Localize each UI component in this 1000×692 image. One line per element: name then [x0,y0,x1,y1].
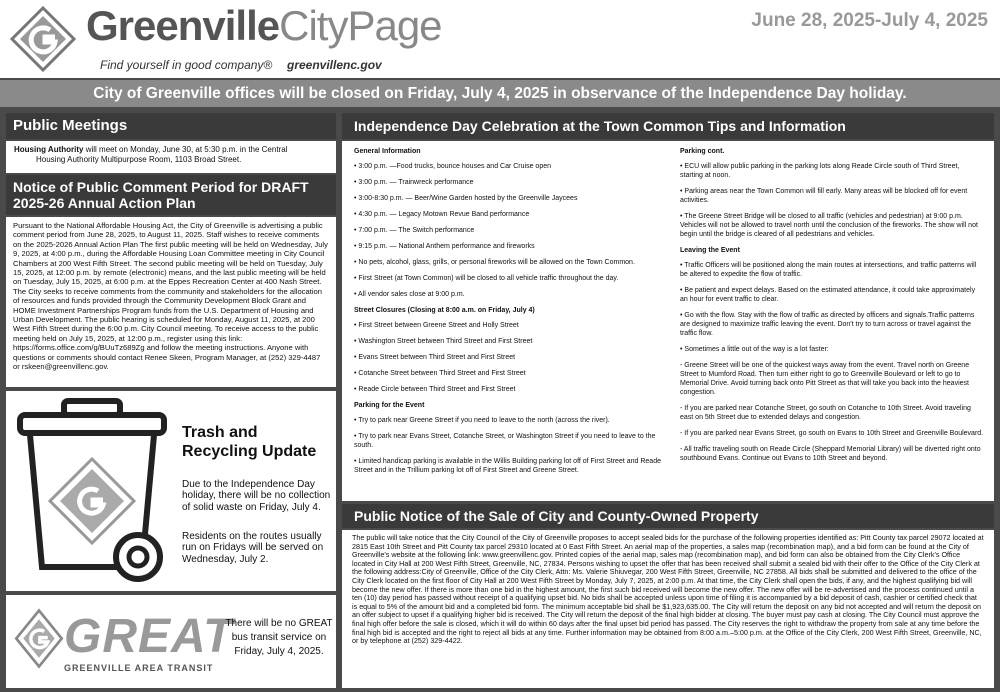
list-item: • ECU will allow public parking in the parking lots along Reade Circle south of Third Street, starting at noon. [680,163,960,179]
list-item: • 3:00-8:30 p.m. — Beer/Wine Garden hosted by the Greenville Jaycees [354,195,578,202]
issue-dates: June 28, 2025-July 4, 2025 [751,10,988,31]
list-item: • 3:00 p.m. —Food trucks, bounce houses and Car Cruise open [354,163,552,170]
list-item: • The Greene Street Bridge will be closed to all traffic (vehicles and pedestrian) at 9:00 p.m. Vehicles will not be allowed to travel north until the conclusion of the fireworks. The show will not begin until the bridge is cleared of all pedestrians and vehicles. [680,213,978,238]
list-item: • 7:00 p.m. — The Switch performance [354,227,475,234]
list-item: • Reade Circle between Third Street and First Street [354,386,516,393]
list-item: • Be patient and expect delays. Based on the estimated attendance, it could take approximately an hour for event traffic to clear. [680,287,976,303]
list-item: - All traffic traveling south on Reade Circle (Sheppard Memorial Library) will be diverted right onto southbound Evans. Continue out Evans to 10th Street and beyond. [680,446,981,462]
list-item: • Try to park near Greene Street if you need to leave to the north (across the river). [354,417,610,424]
brand-title: GreenvilleCityPage [86,2,442,49]
meeting-text-1: will meet on Monday, June 30, at 5:30 p.m. in the Central [83,145,288,154]
list-item: • Traffic Officers will be positioned along the main routes at intersections, and traffic patterns will be altered to expedite the flow of traffic. [680,262,977,278]
great-notice: There will be no GREAT bus transit service on Friday, July 4, 2025. [225,618,333,657]
list-item: - Greene Street will be one of the quickest ways away from the event. Travel north on Greene Street to Mumford Road. Then turn either right to go to Greenville Boulevard or left to go to Memorial Drive. Avoid turning back onto Pitt Street as that will take you back into the heaviest congestion. [680,362,970,396]
trash-bin-icon [12,397,172,585]
independence-column-1 [354,147,666,482]
trash-title: Trash and Recycling Update [182,424,317,460]
list-item: • 4:30 p.m. — Legacy Motown Revue Band performance [354,211,530,218]
sale-body: The public will take notice that the City Council of the City of Greenville proposes to accept sealed bids for the purchase of the following properties identified as: Pitt County tax parcel 29072 located at 2815 East 10th Street and Pitt County tax parcel 29310 located at 0 East Fifth Street. An aerial map of the properties, a sales map (recombination map), and a bid form can be found at the City of Greenville's website at the following link: www.greenvillenc.gov. Printed copies of the aerial map, sales map (recombination map), and bid form can also be obtained from the City Clerk's Office located in City Hall at 200 West Fifth Street, Greenville, NC, 27834. Persons wishing to upset the offer that has been received shall submit a sealed bid with their offer to the Office of the City Clerk at the following address:City of Greenville, Office of the City Clerk, Attn: Ms. Valerie Shiuvegar, 200 West Fifth Street, Greenville, NC 27858. All bids shall be submitted and delivered to the office of the City Clerk located on the first floor of City Hall at 200 West Fifth Street by Monday, July 7, 2025, at 2:00 p.m. At that time, the City Clerk shall open the bids, if any, and the highest qualifying bid will become the new offer. If there is more than one bid in the highest amount, the first such bid received will become the new offer. The new offer will be re-advertised and the process continued until a ten (10) day period has passed without receipt of a qualifying upset bid. No bids shall be accepted unless upon time of filing it is accompanied by a bid deposit of cash, cashier or certified check that is equal to 5% of the amount bid and a completed bid form. The minimum acceptable bid shall be $1,923,635.00. The City will return the deposit on any bid not accepted and will return the deposit on an offer subject to upset if a qualifying higher bid is received. The City will return the deposit of the final high bidder at closing. The buyer must pay cash at closing. The City Council must approve the final high offer before the sale is closed, which it will do within 60 days after the final upset bid period has passed. The City reserves the right to withdraw the property from sale at any time before the final high bid is accepted and the right to reject all bids at any time. Further information may be obtained from 8:00 a.m.–5:00 p.m. at the Office of the City Clerk, 200 West Fifth Street, Greenville, NC, or by telephone at (252) 329-4422. [342,530,994,688]
trash-paragraph-1: Due to the Independence Day holiday, there will be no collection of solid waste on Friday, July 4. [182,479,331,513]
list-item: • Sometimes a little out of the way is a lot faster: [680,346,829,353]
public-meetings-heading: Public Meetings [6,113,336,139]
general-info-heading: General Information [354,148,421,155]
tagline: Find yourself in good company® [100,58,273,72]
notice-heading: Notice of Public Comment Period for DRAFT 2025-26 Annual Action Plan [6,175,336,215]
list-item: • 3:00 p.m. — Trainwreck performance [354,179,474,186]
list-item: • First Street between Greene Street and Holly Street [354,322,519,329]
list-item: • No pets, alcohol, glass, grills, or personal fireworks will be allowed on the Town Common. [354,259,635,266]
independence-column-2 [680,147,984,470]
list-item: • Cotanche Street between Third Street and First Street [354,370,526,377]
parking-cont-heading: Parking cont. [680,148,725,155]
independence-heading: Independence Day Celebration at the Town Common Tips and Information [342,113,994,139]
list-item: • Parking areas near the Town Common will fill early. Many areas will be blocked off for event activities. [680,188,968,204]
list-item: • First Street (at Town Common) will be closed to all vehicle traffic throughout the day. [354,275,619,282]
list-item: • Try to park near Evans Street, Cotanche Street, or Washington Street if you need to leave to the south. [354,433,656,449]
great-transit-panel [6,595,336,688]
closures-heading: Street Closures (Closing at 8:00 a.m. on Friday, July 4) [354,307,535,314]
leaving-heading: Leaving the Event [680,247,740,254]
list-item: • 9:15 p.m. — National Anthem performance and fireworks [354,243,535,250]
list-item: - If you are parked near Evans Street, go south on Evans to 10th Street and Greenville Boulevard. [680,430,984,437]
parking-list [354,416,666,475]
parking-heading: Parking for the Event [354,402,425,409]
list-item: • Limited handicap parking is available in the Willis Building parking lot off of First Street and Reade Street and in the Trillium parking lot off of First Street and Greene Street. [354,458,661,474]
trash-paragraph-2: Residents on the routes usually run on Fridays will be served on Wednesday, July 2. [182,531,324,565]
masthead [0,0,1000,78]
website-link[interactable]: greenvillenc.gov [287,58,382,72]
general-list [354,162,666,299]
housing-authority-label: Housing Authority [14,145,84,154]
great-logo [10,601,234,681]
city-g-logo-icon [10,6,76,72]
closures-list [354,321,666,394]
great-subtitle: GREENVILLE AREA TRANSIT [64,663,214,673]
list-item: - If you are parked near Cotanche Street, go south on Cotanche to 10th Street. Avoid traveling east on 5th Street due to extended delays and congestion. [680,405,971,421]
notice-body: Pursuant to the National Affordable Housing Act, the City of Greenville is advertising a public comment period from June 28, 2025, to August 11, 2025. Staff wishes to receive comments on the 2025-2026 Annual Action Plan The first public meeting will be held on Wednesday, July 9, 2025, at 4:00 p.m., during the Affordable Housing Loan Committee meeting in City Council Chambers at 200 West Fifth Street. The second public meeting will be held on Tuesday, July 15, 2025, at 12:00 p.m. by remote (electronic) means, and the last public meeting will be held on Tuesday, July 15, 2025, at 6:00 p.m. at the Eppes Recreation Center at 400 Nash Street. The City seeks to receive comments from the community and stakeholders for the allocation of resources and funds provided through the Community Development Block Grant and HOME Investment Partnerships Program funds from the U.S. Department of Housing and Urban Development. The public hearing is scheduled for Monday, August 11, 2025, at 200 West Fifth Street during the 6:00 p.m. City Council meeting. To receive access to the public meeting held on July 15, 2025, at 12:00 p.m., register using this link: https://forms.office.com/g/BUuTz689Zg and follow the meeting instructions. Anyone with questions or comments should contact Renee Skeen, Program Manager, at (252) 329-4487 or rskeen@greenvillenc.gov. [6,217,336,387]
independence-body [342,141,994,501]
list-item: • Washington Street between Third Street and First Street [354,338,533,345]
list-item: • Evans Street between Third Street and First Street [354,354,516,361]
list-item: • Go with the flow. Stay with the flow of traffic as directed by officers and signals.Traffic patterns are designed to maximize traffic leaving the event. Don't try to turn across or travel against the traffic flow. [680,312,975,337]
list-item: • All vendor sales close at 9:00 p.m. [354,291,465,298]
great-g-icon [10,607,68,677]
leaving-list [680,261,984,463]
parking-cont-list [680,162,984,239]
sale-heading: Public Notice of the Sale of City and County-Owned Property [342,504,994,528]
closure-banner: City of Greenville offices will be closed on Friday, July 4, 2025 in observance of the Independence Day holiday. [0,80,1000,107]
great-wordmark: GREAT [64,610,234,663]
public-meetings-body [6,141,336,173]
trash-recycling-panel [6,391,336,591]
meeting-text-2: Housing Authority Multipurpose Room, 1103 Broad Street. [36,155,242,164]
